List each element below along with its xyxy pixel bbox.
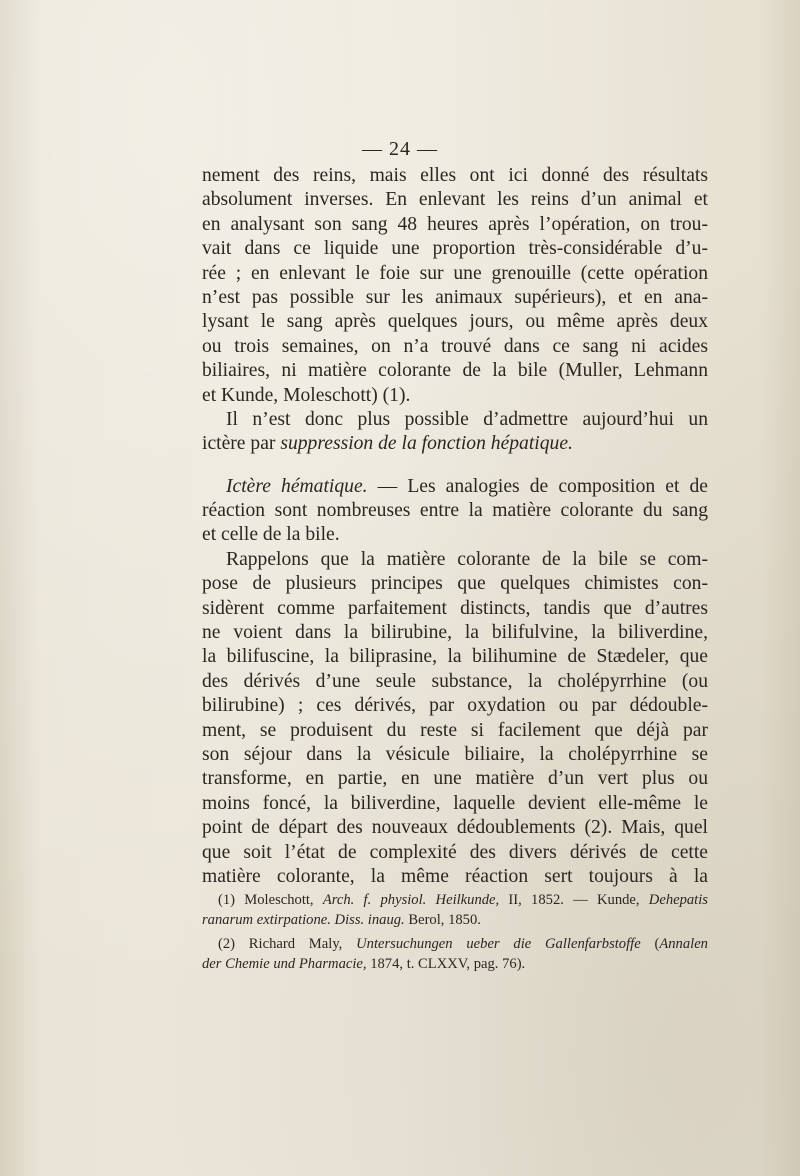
footnote-italic: ranarum extirpatione. Diss. inaug. (202, 912, 405, 928)
text-run: ictère par (202, 433, 281, 455)
footnote-text: (1) Moleschott, (218, 892, 323, 908)
footnote-2-line (202, 934, 708, 954)
footnote-text: II, 1852. — Kunde, (499, 892, 649, 908)
text-line: n’est pas possible sur les animaux supérieurs), et en ana- (202, 286, 708, 308)
footnote-italic: Annalen (659, 936, 708, 952)
text-line: son séjour dans la vésicule biliaire, la cholépyrrhine se (202, 743, 708, 765)
text-line: des dérivés d’une seule substance, la cholépyrrhine (ou (202, 670, 708, 692)
text-line: moins foncé, la biliverdine, laquelle devient elle-même le (202, 792, 708, 814)
text-line: ment, se produisent du reste si facilement que déjà par (202, 719, 708, 741)
text-line: et celle de la bile. (202, 524, 340, 546)
text-line: rée ; en enlevant le foie sur une grenouille (cette opération (202, 262, 708, 284)
footnote-italic: Dehepatis (648, 892, 708, 908)
text-line: sidèrent comme parfaitement distincts, tandis que d’autres (202, 597, 708, 619)
footnote-italic: Arch. f. physiol. Heilkunde, (322, 892, 500, 908)
text-line-mixed (202, 432, 708, 456)
italic-phrase: suppression de la fonction hépatique. (280, 433, 573, 455)
footnote-text: Berol, 1850. (404, 912, 481, 928)
text-line: matière colorante, la même réaction sert toujours à la (202, 865, 708, 887)
text-line: Il n’est donc plus possible d’admettre aujourd’hui un (226, 408, 708, 430)
text-line: ou trois semaines, on n’a trouvé dans ce sang ni acides (202, 335, 708, 357)
footnote-1-line (202, 910, 708, 930)
footnote-italic: Untersuchungen ueber die Gallenfarbstoffe (356, 936, 641, 952)
section-heading: Ictère hématique. (226, 475, 368, 497)
text-line: ne voient dans la bilirubine, la bilifulvine, la biliverdine, (202, 622, 708, 644)
text-line: lysant le sang après quelques jours, ou même après deux (202, 311, 708, 333)
text-line: Rappelons que la matière colorante de la bile se com- (226, 548, 708, 570)
footnote-text: 1874, t. CLXXV, pag. 76). (366, 956, 526, 972)
text-line: vait dans ce liquide une proportion très-considérable d’u- (202, 238, 708, 260)
text-line: biliaires, ni matière colorante de la bile (Muller, Lehmann (202, 360, 708, 382)
text-run: — Les analogies de composition et de (367, 475, 708, 497)
text-line: point de départ des nouveaux dédoublements (2). Mais, quel (202, 817, 708, 839)
text-line: transforme, en partie, en une matière d’un vert plus ou (202, 768, 708, 790)
page-number: — 24 — (362, 138, 438, 160)
footnotes (202, 890, 708, 974)
footnote-italic: der Chemie und Pharmacie, (202, 956, 367, 972)
text-line: pose de plusieurs principes que quelques chimistes con- (202, 573, 708, 595)
text-line: bilirubine) ; ces dérivés, par oxydation ou par dédouble- (202, 695, 708, 717)
text-line: que soit l’état de complexité des divers dérivés de cette (202, 841, 708, 863)
footnote-text: ( (640, 936, 660, 952)
text-line: réaction sont nombreuses entre la matière colorante du sang (202, 500, 708, 522)
footnote-2-line (202, 954, 708, 974)
section-heading-line (202, 475, 708, 499)
text-line: et Kunde, Moleschott) (1). (202, 384, 411, 406)
text-line: la bilifuscine, la biliprasine, la bilihumine de Stædeler, que (202, 646, 708, 668)
footnote-1-line (202, 890, 708, 910)
paragraph-gap (202, 457, 708, 475)
text-line: absolument inverses. En enlevant les reins d’un animal et (202, 189, 708, 211)
text-line: en analysant son sang 48 heures après l’opération, on trou- (202, 213, 708, 235)
text-line: nement des reins, mais elles ont ici donné des résultats (202, 165, 708, 186)
body-text (202, 164, 708, 889)
footnote-text: (2) Richard Maly, (218, 936, 357, 952)
